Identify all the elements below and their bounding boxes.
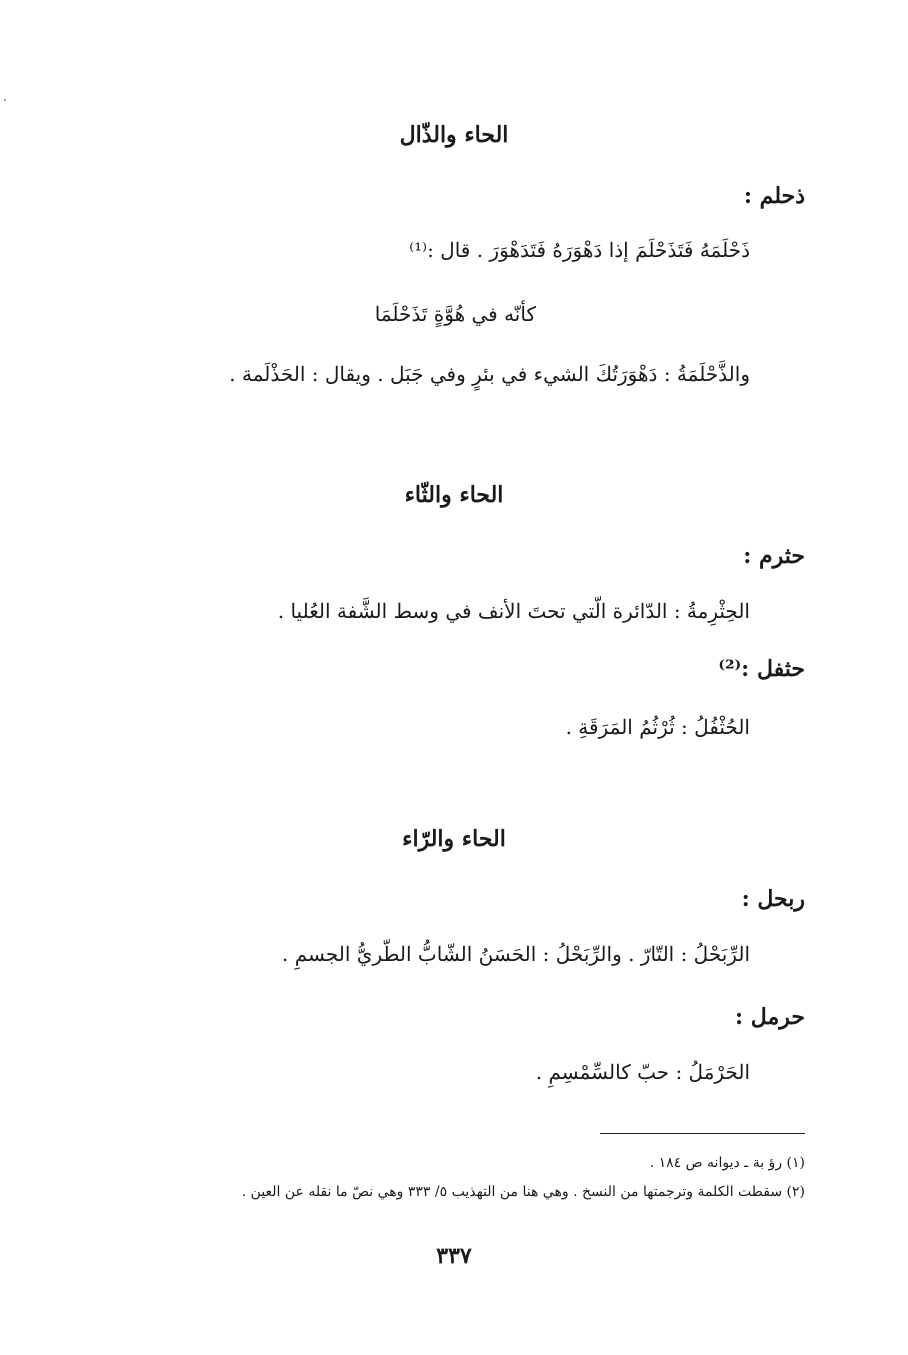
entry-head-harmal: حرمل : xyxy=(735,1004,805,1030)
entry-line: الحُثْفُلُ : ثُرْثُمُ المَرَقَةِ . xyxy=(565,715,750,739)
entry-line: الحَرْمَلُ : حبّ كالسِّمْسِمِ . xyxy=(535,1060,750,1084)
entry-line: الرِّبَحْلُ : التّارّ . والرِّبَحْلُ : الحَسَنُ الشّابُّ الطّريُّ الجسمِ . xyxy=(282,942,750,966)
entry-head-dhahlam: ذحلم : xyxy=(743,183,805,209)
verse-line: كأنّه في هُوَّةٍ تَذَحْلَمَا xyxy=(374,302,536,326)
scan-speck xyxy=(4,99,6,101)
entry-head-hathram: حثرم : xyxy=(743,543,805,569)
footnote-1: (١) رؤ بة ـ ديوانه ص ١٨٤ . xyxy=(649,1155,805,1171)
page-number: ٣٣٧ xyxy=(436,1243,472,1269)
entry-head-rabhal: ربحل : xyxy=(741,886,805,912)
entry-line: الحِثْرِمةُ : الدّائرة الّتي تحتَ الأنف في وسط الشَّفة العُليا . xyxy=(277,599,750,623)
entry-line: ذَحْلَمَهُ فَتَذَحْلَمَ إذا دَهْوَرَهُ فَتَدَهْوَرَ . قال :⁽¹⁾ xyxy=(409,238,750,262)
footnote-divider xyxy=(600,1133,805,1134)
footnote-2: (٢) سقطت الكلمة وترجمتها من النسخ . وهي هنا من التهذيب ٥/ ٣٣٣ وهي نصّ ما نقله عن العين . xyxy=(241,1184,805,1200)
section-title-hah-dhal: الحاء والذّال xyxy=(399,122,509,148)
section-title-hah-ra: الحاء والرّاء xyxy=(402,826,506,852)
section-title-hah-tha: الحاء والثّاء xyxy=(404,482,504,508)
entry-head-hathfal: حثفل :⁽²⁾ xyxy=(718,656,805,682)
entry-line: والذَّحْلَمَةُ : دَهْوَرَتُكَ الشيء في بئرٍ وفي جَبَل . ويقال : الحَذْلَمة . xyxy=(229,362,750,386)
